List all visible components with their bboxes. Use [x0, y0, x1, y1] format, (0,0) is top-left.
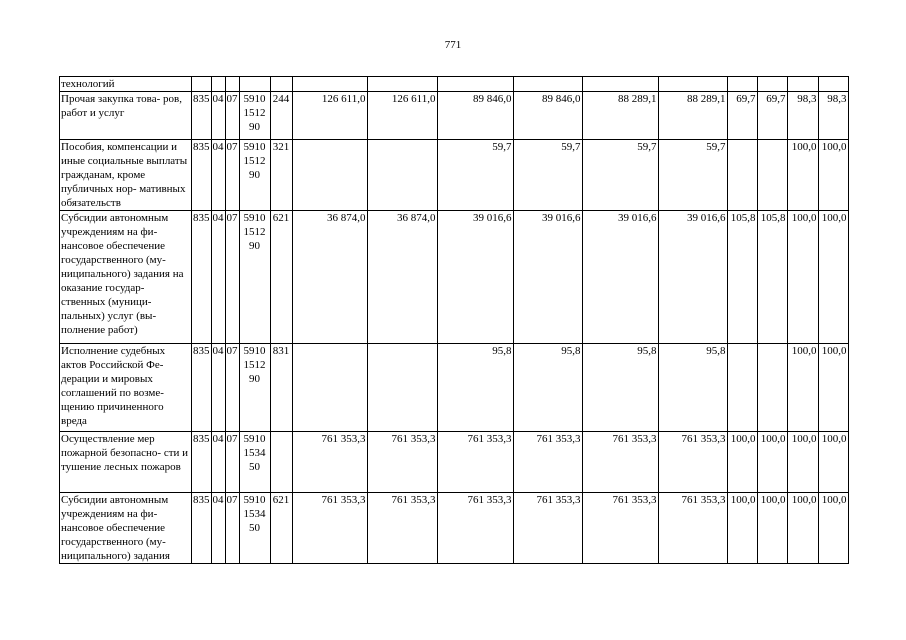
table-row	[60, 140, 849, 211]
percent-cell-1: 100,0	[727, 493, 757, 564]
amount-cell-4: 39 016,6	[513, 211, 582, 344]
section-code-cell: 04	[211, 140, 225, 211]
row-name-cell: Осуществление мер пожарной безопасно- сти и тушение лесных пожаров	[60, 432, 192, 493]
amount-cell-1	[292, 140, 367, 211]
table-row	[60, 432, 849, 493]
table-row	[60, 211, 849, 344]
amount-cell-1	[292, 77, 367, 92]
target-article-code-cell: 5910 1512 90	[239, 344, 270, 432]
amount-cell-3: 761 353,3	[437, 493, 513, 564]
percent-cell-2	[757, 77, 787, 92]
amount-cell-5: 59,7	[582, 140, 658, 211]
amount-cell-3: 39 016,6	[437, 211, 513, 344]
ved-code-cell: 835	[192, 344, 212, 432]
percent-cell-3: 100,0	[787, 211, 818, 344]
table-row	[60, 344, 849, 432]
amount-cell-4: 761 353,3	[513, 493, 582, 564]
expense-type-code-cell: 621	[270, 493, 292, 564]
percent-cell-2: 69,7	[757, 92, 787, 140]
percent-cell-4: 100,0	[818, 493, 848, 564]
amount-cell-5: 95,8	[582, 344, 658, 432]
amount-cell-5: 88 289,1	[582, 92, 658, 140]
amount-cell-3: 59,7	[437, 140, 513, 211]
amount-cell-4	[513, 77, 582, 92]
section-code-cell: 04	[211, 92, 225, 140]
amount-cell-1: 126 611,0	[292, 92, 367, 140]
amount-cell-1: 36 874,0	[292, 211, 367, 344]
expense-type-code-cell	[270, 432, 292, 493]
amount-cell-6: 95,8	[658, 344, 727, 432]
amount-cell-5: 761 353,3	[582, 432, 658, 493]
percent-cell-3: 100,0	[787, 140, 818, 211]
target-article-code-cell: 5910 1534 50	[239, 493, 270, 564]
amount-cell-2: 761 353,3	[367, 493, 437, 564]
amount-cell-4: 95,8	[513, 344, 582, 432]
subsection-code-cell: 07	[225, 432, 239, 493]
table-row	[60, 92, 849, 140]
table-row	[60, 493, 849, 564]
ved-code-cell	[192, 77, 212, 92]
percent-cell-3: 100,0	[787, 344, 818, 432]
section-code-cell: 04	[211, 211, 225, 344]
percent-cell-3: 100,0	[787, 432, 818, 493]
percent-cell-1	[727, 77, 757, 92]
target-article-code-cell: 5910 1512 90	[239, 211, 270, 344]
percent-cell-4: 100,0	[818, 344, 848, 432]
table-body	[60, 77, 849, 564]
target-article-code-cell	[239, 77, 270, 92]
section-code-cell: 04	[211, 493, 225, 564]
amount-cell-1: 761 353,3	[292, 493, 367, 564]
amount-cell-2: 761 353,3	[367, 432, 437, 493]
percent-cell-1	[727, 140, 757, 211]
amount-cell-4: 59,7	[513, 140, 582, 211]
percent-cell-2: 100,0	[757, 432, 787, 493]
amount-cell-1: 761 353,3	[292, 432, 367, 493]
table-row	[60, 77, 849, 92]
percent-cell-4: 100,0	[818, 211, 848, 344]
ved-code-cell: 835	[192, 211, 212, 344]
target-article-code-cell: 5910 1512 90	[239, 140, 270, 211]
amount-cell-2	[367, 77, 437, 92]
amount-cell-3	[437, 77, 513, 92]
amount-cell-4: 761 353,3	[513, 432, 582, 493]
amount-cell-3: 89 846,0	[437, 92, 513, 140]
expense-type-code-cell: 831	[270, 344, 292, 432]
percent-cell-1: 100,0	[727, 432, 757, 493]
percent-cell-4: 100,0	[818, 140, 848, 211]
amount-cell-5: 761 353,3	[582, 493, 658, 564]
amount-cell-2	[367, 140, 437, 211]
section-code-cell: 04	[211, 432, 225, 493]
amount-cell-5: 39 016,6	[582, 211, 658, 344]
percent-cell-4	[818, 77, 848, 92]
amount-cell-6: 39 016,6	[658, 211, 727, 344]
amount-cell-6: 761 353,3	[658, 493, 727, 564]
row-name-cell: Пособия, компенсации и иные социальные выплаты гражданам, кроме публичных нор- мативных обязательств	[60, 140, 192, 211]
row-name-cell: технологий	[60, 77, 192, 92]
amount-cell-6	[658, 77, 727, 92]
page-number: 771	[444, 39, 462, 51]
amount-cell-2: 36 874,0	[367, 211, 437, 344]
subsection-code-cell	[225, 77, 239, 92]
expense-type-code-cell: 244	[270, 92, 292, 140]
percent-cell-3: 100,0	[787, 493, 818, 564]
percent-cell-2	[757, 344, 787, 432]
amount-cell-3: 761 353,3	[437, 432, 513, 493]
amount-cell-1	[292, 344, 367, 432]
amount-cell-6: 761 353,3	[658, 432, 727, 493]
subsection-code-cell: 07	[225, 344, 239, 432]
percent-cell-2	[757, 140, 787, 211]
target-article-code-cell: 5910 1534 50	[239, 432, 270, 493]
expense-type-code-cell: 621	[270, 211, 292, 344]
row-name-cell: Прочая закупка това- ров, работ и услуг	[60, 92, 192, 140]
row-name-cell: Субсидии автономным учреждениям на фи- нансовое обеспечение государственного (му- ниципального) задания на оказание государ- ственных (муници- пальных) услуг (вы- полнение работ)	[60, 211, 192, 344]
subsection-code-cell: 07	[225, 140, 239, 211]
subsection-code-cell: 07	[225, 92, 239, 140]
subsection-code-cell: 07	[225, 493, 239, 564]
amount-cell-6: 59,7	[658, 140, 727, 211]
percent-cell-4: 100,0	[818, 432, 848, 493]
amount-cell-3: 95,8	[437, 344, 513, 432]
percent-cell-1: 105,8	[727, 211, 757, 344]
expense-type-code-cell	[270, 77, 292, 92]
percent-cell-2: 105,8	[757, 211, 787, 344]
percent-cell-1	[727, 344, 757, 432]
percent-cell-3	[787, 77, 818, 92]
ved-code-cell: 835	[192, 493, 212, 564]
section-code-cell: 04	[211, 344, 225, 432]
ved-code-cell: 835	[192, 92, 212, 140]
percent-cell-1: 69,7	[727, 92, 757, 140]
amount-cell-2	[367, 344, 437, 432]
amount-cell-5	[582, 77, 658, 92]
percent-cell-2: 100,0	[757, 493, 787, 564]
target-article-code-cell: 5910 1512 90	[239, 92, 270, 140]
amount-cell-2: 126 611,0	[367, 92, 437, 140]
ved-code-cell: 835	[192, 140, 212, 211]
amount-cell-6: 88 289,1	[658, 92, 727, 140]
percent-cell-4: 98,3	[818, 92, 848, 140]
section-code-cell	[211, 77, 225, 92]
subsection-code-cell: 07	[225, 211, 239, 344]
row-name-cell: Исполнение судебных актов Российской Фе- дерации и мировых соглашений по возме- щению причиненного вреда	[60, 344, 192, 432]
expense-type-code-cell: 321	[270, 140, 292, 211]
percent-cell-3: 98,3	[787, 92, 818, 140]
amount-cell-4: 89 846,0	[513, 92, 582, 140]
budget-table	[59, 76, 849, 564]
row-name-cell: Субсидии автономным учреждениям на фи- нансовое обеспечение государственного (му- ниципального) задания	[60, 493, 192, 564]
ved-code-cell: 835	[192, 432, 212, 493]
